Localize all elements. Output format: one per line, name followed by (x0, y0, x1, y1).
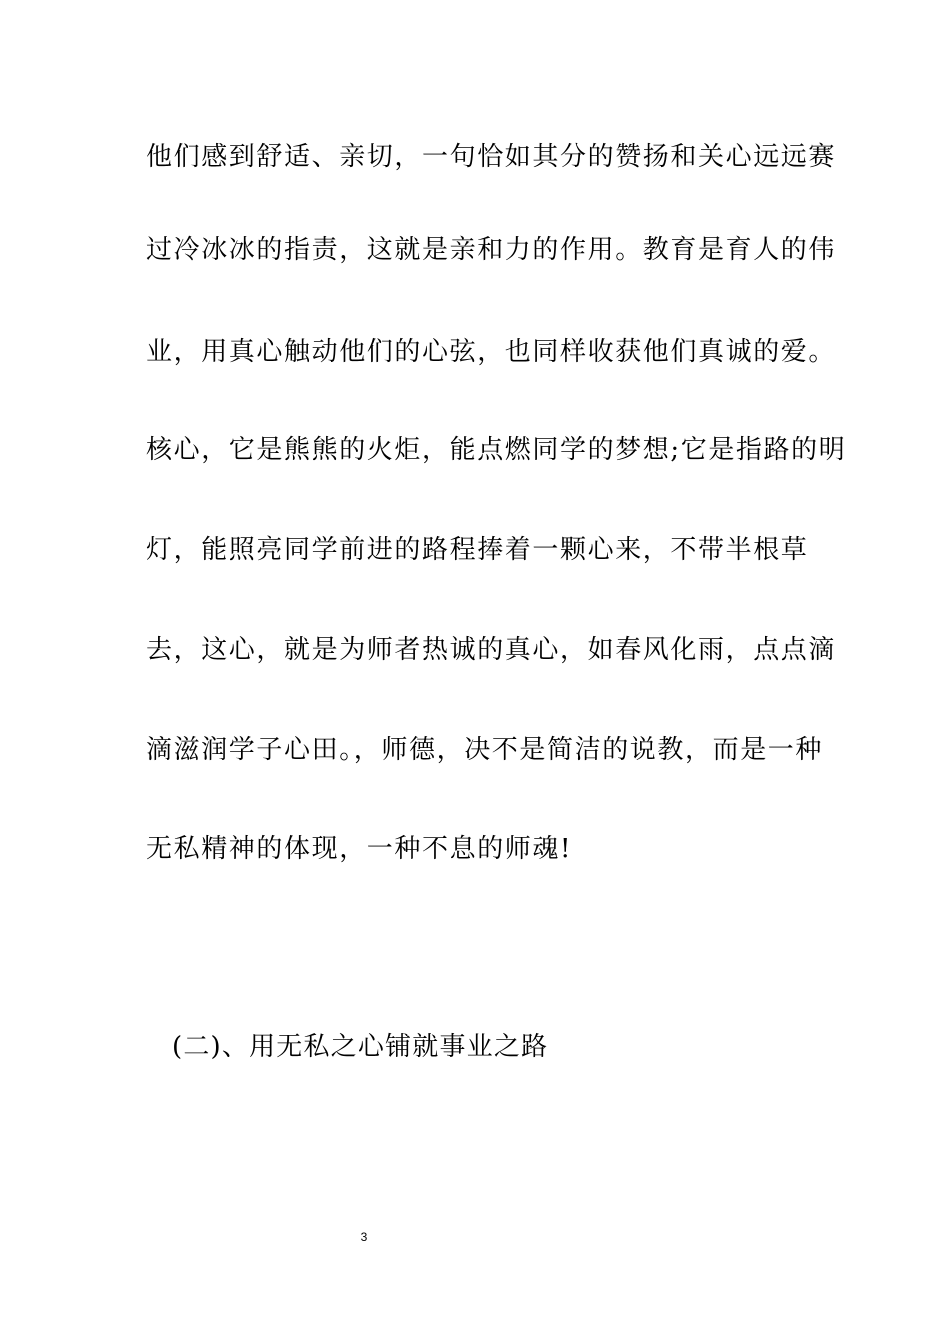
paragraph-line-3: 业，用真心触动他们的心弦，也同样收获他们真诚的爱。 (146, 337, 837, 367)
page-number: 3 (360, 1230, 368, 1244)
paragraph-line-1: 他们感到舒适、亲切，一句恰如其分的赞扬和关心远远赛 (146, 142, 837, 172)
paragraph-line-5: 灯，能照亮同学前进的路程捧着一颗心来，不带半根草 (146, 535, 809, 565)
paragraph-line-8: 无私精神的体现，一种不息的师魂! (146, 834, 573, 864)
paragraph-line-4: 核心，它是熊熊的火炬，能点燃同学的梦想;它是指路的明 (146, 435, 847, 465)
paragraph-line-2: 过冷冰冰的指责，这就是亲和力的作用。教育是育人的伟 (146, 235, 837, 265)
paragraph-line-6: 去，这心，就是为师者热诚的真心，如春风化雨，点点滴 (146, 635, 837, 665)
section-heading: (二)、用无私之心铺就事业之路 (172, 1032, 549, 1062)
paragraph-line-7: 滴滋润学子心田。，师德，决不是简洁的说教，而是一种 (146, 735, 824, 765)
